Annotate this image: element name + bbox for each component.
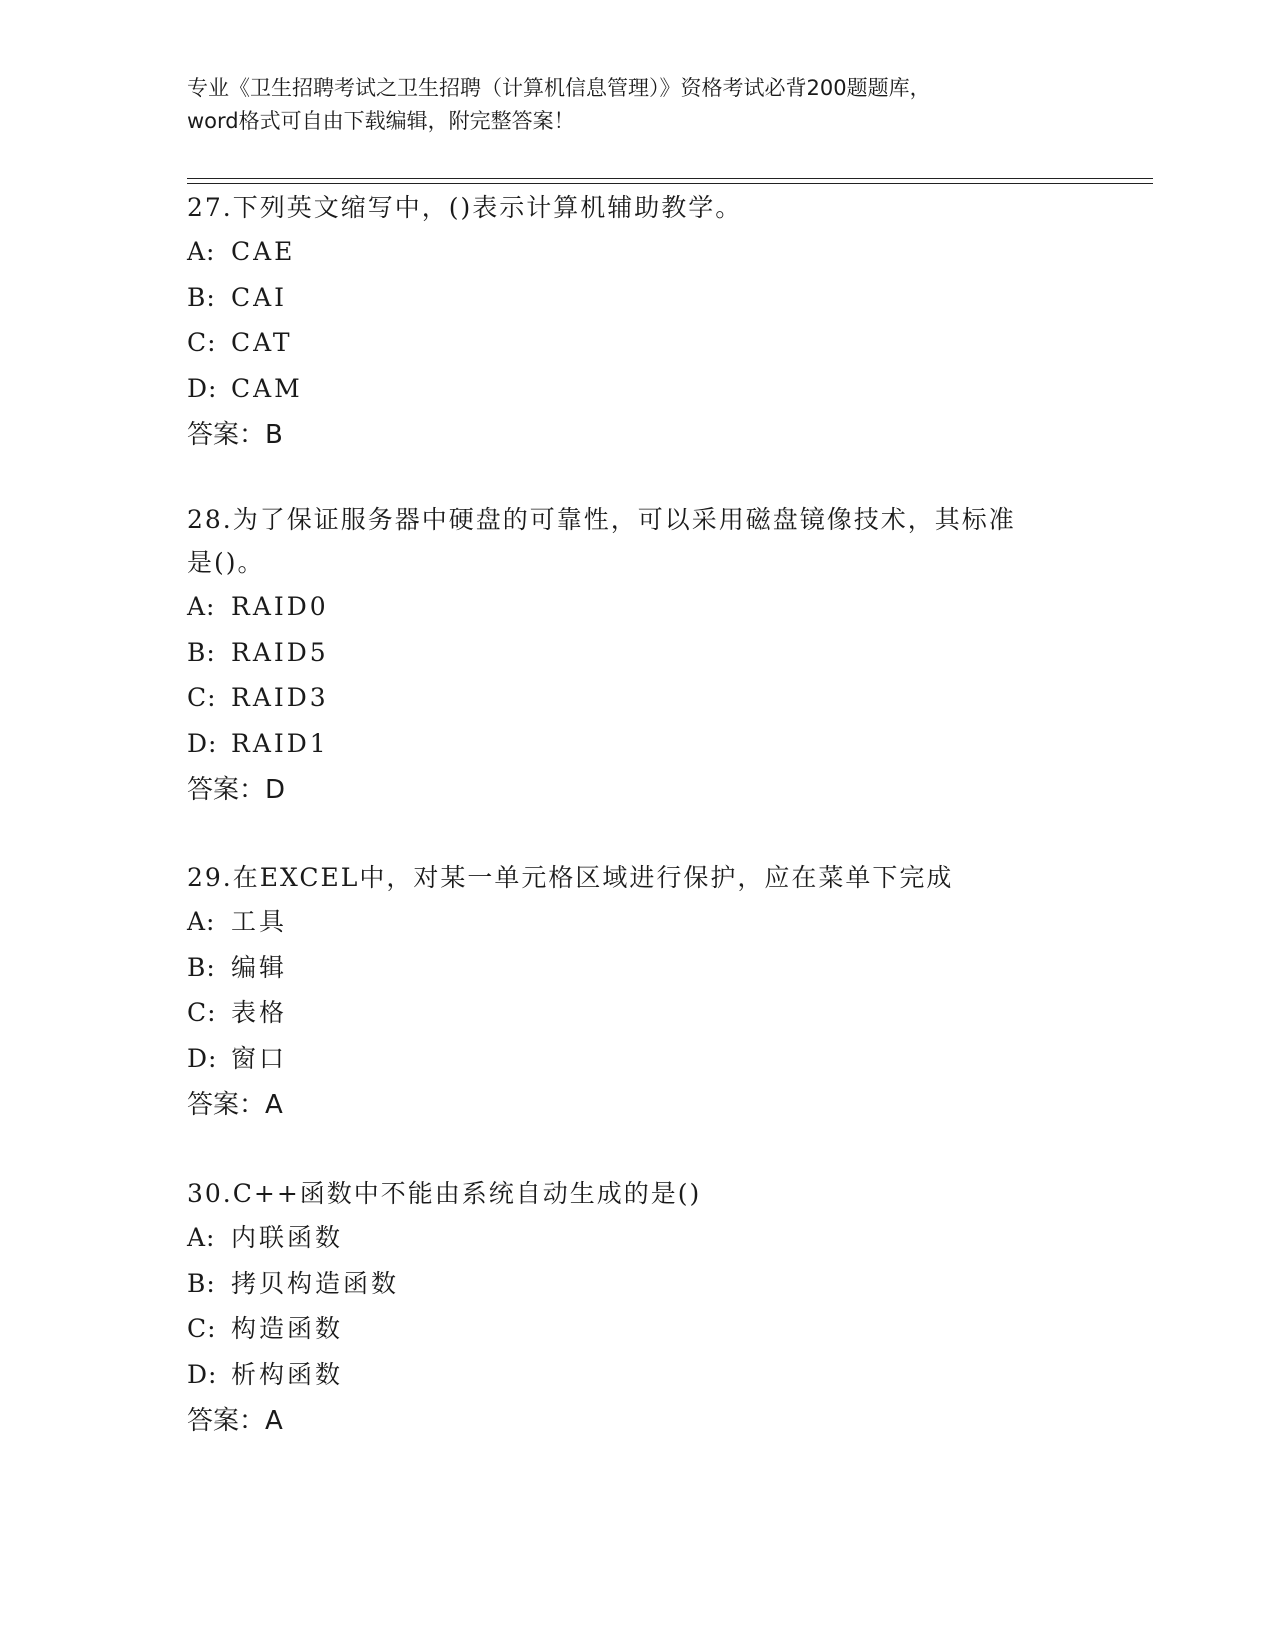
option-key: C: xyxy=(187,683,217,713)
header-divider-top xyxy=(187,178,1153,179)
option-key: A: xyxy=(187,907,216,936)
question-title xyxy=(187,1172,1087,1215)
option-key: D: xyxy=(187,1044,218,1074)
option-a xyxy=(187,899,1087,945)
option-key: B: xyxy=(187,952,216,982)
option-text: RAID3 xyxy=(231,683,329,713)
answer-line: 答案：D xyxy=(187,774,286,805)
option-text: CAM xyxy=(231,374,303,404)
option-d xyxy=(187,1352,1087,1398)
option-text: RAID1 xyxy=(231,729,329,759)
option-b xyxy=(187,630,1087,676)
option-key: D: xyxy=(187,374,218,404)
question-29 xyxy=(187,856,1087,1128)
option-text: 工具 xyxy=(231,907,288,936)
header-divider-bottom xyxy=(187,183,1153,184)
option-a xyxy=(187,229,1087,275)
question-title-line: 29.在EXCEL中，对某一单元格区域进行保护，应在菜单下完成 xyxy=(187,863,954,892)
question-27 xyxy=(187,186,1087,458)
option-d xyxy=(187,366,1087,412)
option-text: CAE xyxy=(231,237,296,266)
option-text: 构造函数 xyxy=(231,1314,344,1344)
option-key: B: xyxy=(187,282,216,312)
option-key: A: xyxy=(187,237,216,266)
option-text: 表格 xyxy=(231,998,288,1028)
answer-line: 答案：B xyxy=(187,419,283,450)
option-key: A: xyxy=(187,592,216,621)
question-title-line: 30.C++函数中不能由系统自动生成的是() xyxy=(187,1179,702,1208)
option-c xyxy=(187,675,1087,721)
option-text: CAT xyxy=(231,328,293,358)
option-key: D: xyxy=(187,1360,218,1390)
option-text: RAID5 xyxy=(231,637,329,667)
option-b xyxy=(187,275,1087,321)
option-key: C: xyxy=(187,328,217,358)
question-title-line: 28.为了保证服务器中硬盘的可靠性，可以采用磁盘镜像技术，其标准 xyxy=(187,505,1016,534)
option-text: 拷贝构造函数 xyxy=(231,1268,400,1298)
option-b xyxy=(187,1261,1087,1307)
option-text: 窗口 xyxy=(231,1044,288,1074)
option-a xyxy=(187,584,1087,630)
answer-line: 答案：A xyxy=(187,1089,283,1120)
option-key: B: xyxy=(187,1268,216,1298)
option-b xyxy=(187,945,1087,991)
question-title xyxy=(187,498,1087,584)
option-text: 析构函数 xyxy=(231,1360,344,1390)
option-key: C: xyxy=(187,1314,217,1344)
option-text: 编辑 xyxy=(231,952,288,982)
question-title-line: 27.下列英文缩写中，()表示计算机辅助教学。 xyxy=(187,193,743,222)
option-text: 内联函数 xyxy=(231,1223,344,1252)
header-line-2: word格式可自由下载编辑，附完整答案！ xyxy=(187,109,575,133)
question-title xyxy=(187,856,1087,899)
option-key: A: xyxy=(187,1223,216,1252)
option-a xyxy=(187,1215,1087,1261)
document-header xyxy=(187,72,1087,138)
option-c xyxy=(187,320,1087,366)
option-text: RAID0 xyxy=(231,592,329,621)
option-d xyxy=(187,1036,1087,1082)
option-d xyxy=(187,721,1087,767)
option-text: CAI xyxy=(231,282,288,312)
option-c xyxy=(187,1306,1087,1352)
question-30 xyxy=(187,1172,1087,1444)
question-title xyxy=(187,186,1087,229)
question-28 xyxy=(187,498,1087,813)
option-key: C: xyxy=(187,998,217,1028)
option-c xyxy=(187,990,1087,1036)
header-line-1: 专业《卫生招聘考试之卫生招聘（计算机信息管理）》资格考试必背200题题库， xyxy=(187,76,931,100)
answer-line: 答案：A xyxy=(187,1405,283,1436)
question-title-line: 是()。 xyxy=(187,548,265,577)
option-key: D: xyxy=(187,729,218,759)
option-key: B: xyxy=(187,637,216,667)
